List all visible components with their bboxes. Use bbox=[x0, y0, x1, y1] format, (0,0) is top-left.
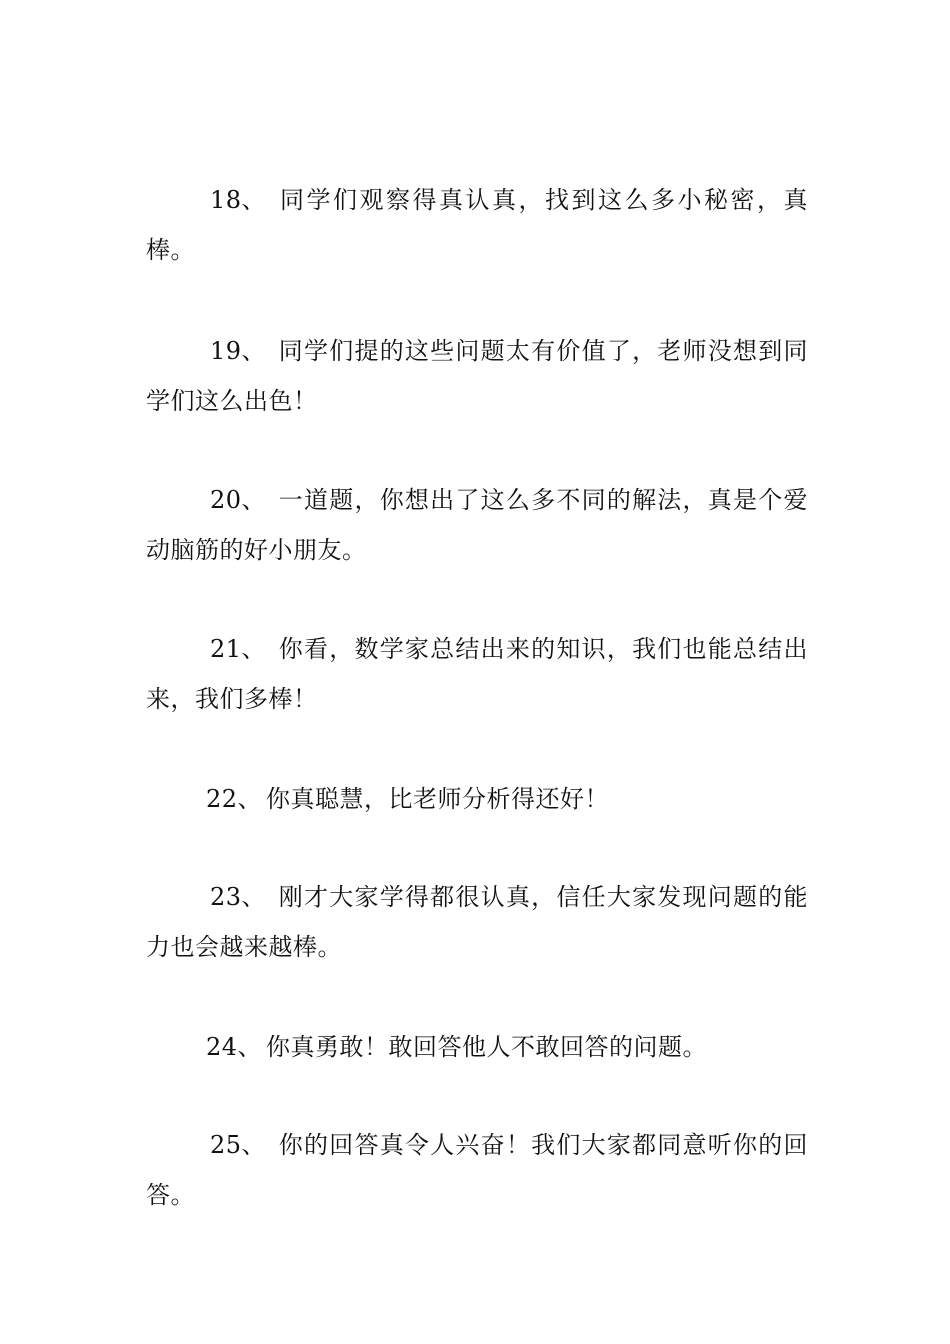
list-item bbox=[146, 175, 808, 275]
item-number: 25、 bbox=[210, 1131, 267, 1159]
list-item bbox=[146, 1022, 808, 1072]
item-text: 同学们观察得真认真，找到这么多小秘密，真棒。 bbox=[146, 186, 808, 264]
item-text: 你真勇敢！敢回答他人不敢回答的问题。 bbox=[266, 1033, 707, 1061]
item-text: 你的回答真令人兴奋！我们大家都同意听你的回答。 bbox=[146, 1131, 808, 1209]
item-number: 22、 bbox=[206, 785, 263, 813]
item-number: 24、 bbox=[206, 1033, 263, 1061]
item-text: 同学们提的这些问题太有价值了，老师没想到同学们这么出色！ bbox=[146, 337, 808, 415]
item-number: 19、 bbox=[210, 337, 267, 365]
item-text: 你看，数学家总结出来的知识，我们也能总结出来，我们多棒！ bbox=[146, 635, 808, 713]
list-item bbox=[146, 624, 808, 724]
item-number: 23、 bbox=[210, 883, 267, 911]
list-item bbox=[146, 774, 808, 824]
list-item bbox=[146, 326, 808, 426]
item-number: 21、 bbox=[210, 635, 267, 663]
list-item bbox=[146, 475, 808, 575]
list-item bbox=[146, 872, 808, 972]
item-text: 刚才大家学得都很认真，信任大家发现问题的能力也会越来越棒。 bbox=[146, 883, 808, 961]
list-item bbox=[146, 1120, 808, 1220]
item-text: 一道题，你想出了这么多不同的解法，真是个爱动脑筋的好小朋友。 bbox=[146, 486, 808, 564]
item-text: 你真聪慧，比老师分析得还好！ bbox=[266, 785, 609, 813]
item-number: 20、 bbox=[210, 486, 267, 514]
item-number: 18、 bbox=[210, 186, 267, 214]
